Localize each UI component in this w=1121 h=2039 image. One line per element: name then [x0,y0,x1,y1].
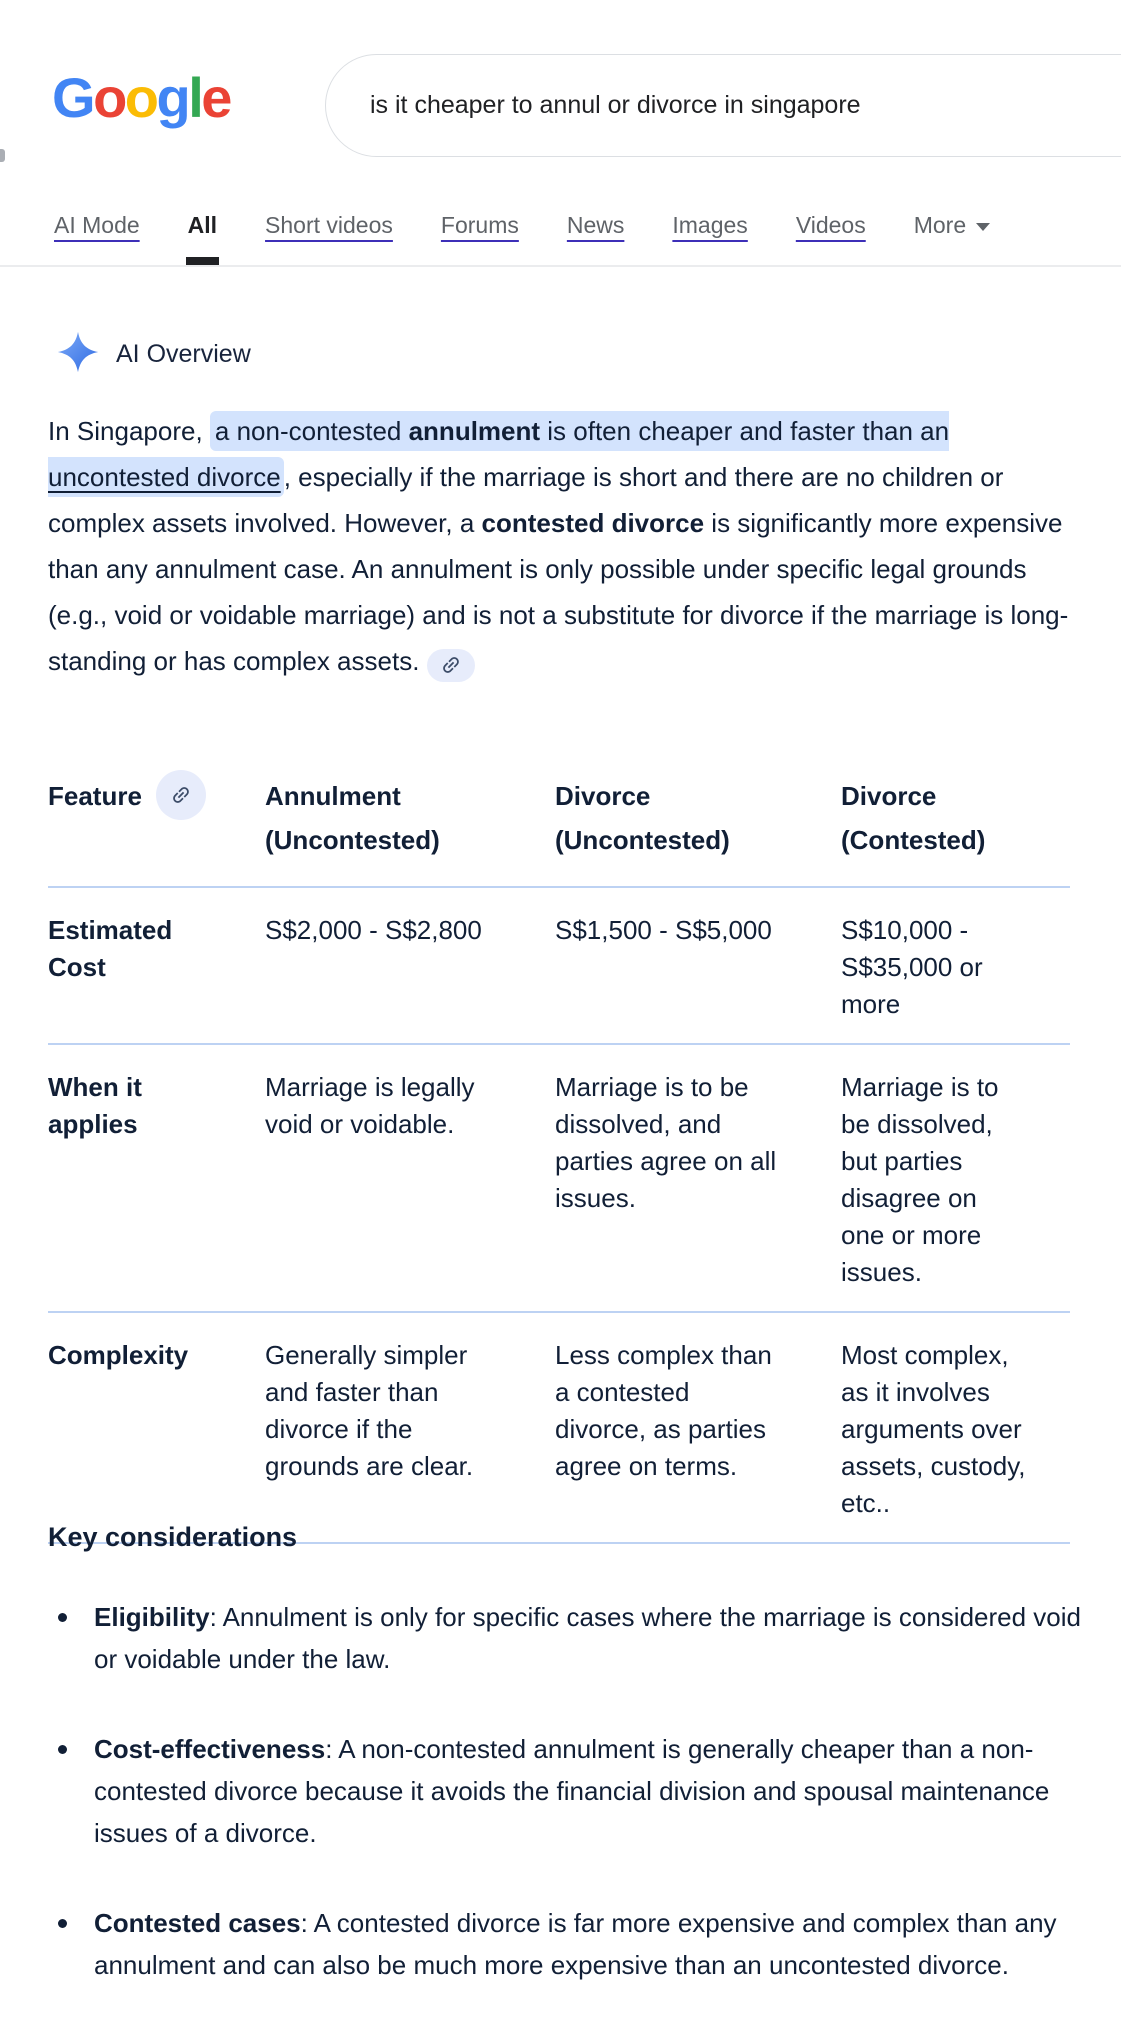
tab-ai-mode[interactable] [54,210,140,240]
bullet-dot [58,1919,67,1928]
bullet-term: Eligibility [94,1602,210,1632]
logo-letter: o [124,66,157,129]
table-cell: Marriage is to be dissolved, but parties disagree on one or more issues. [841,1072,999,1287]
source-link-chip[interactable] [427,649,475,682]
link-icon [436,649,467,680]
left-edge-fragment [0,149,5,162]
ai-sparkle-icon [56,330,100,379]
table-cell: Most complex, as it involves arguments over assets, custody, etc.. [841,1340,1026,1518]
paragraph-text: annulment [409,411,540,451]
tab-more[interactable] [914,210,990,240]
bullet-dot [58,1745,67,1754]
key-considerations-heading: Key considerations [48,1522,298,1552]
chevron-down-icon [976,223,990,231]
table-cell: Marriage is legally void or voidable. [265,1072,475,1139]
table-feature-cell: When it applies [48,1072,142,1139]
table-cell: S$2,000 - S$2,800 [265,915,482,945]
google-logo[interactable] [52,66,230,130]
table-cell: S$10,000 - S$35,000 or more [841,915,983,1019]
key-consideration-item [48,1596,1084,1680]
table-feature-cell: Complexity [48,1340,189,1370]
table-row [48,1313,1070,1544]
tab-label: News [566,212,625,238]
paragraph-text: contested divorce [481,508,705,538]
tab-label: Images [672,212,748,238]
tab-label: Videos [795,212,866,238]
tab-forums[interactable] [441,210,519,240]
key-considerations-list [48,1596,1084,2034]
bullet-term: Cost-effectiveness [94,1734,326,1764]
tab-label: Forums [440,212,519,238]
tab-label: AI Mode [54,212,140,238]
paragraph-text: , especially if the marriage is short and there are no children or complex assets involved. However, a [48,462,1004,538]
bullet-term: Contested cases [94,1908,301,1938]
table-header-cell: Divorce (Uncontested) [555,781,730,855]
bullet-dot [58,1613,67,1622]
tab-videos[interactable] [796,210,866,240]
search-input[interactable]: is it cheaper to annul or divorce in singapore [370,91,861,119]
tab-label: More [913,212,967,238]
tab-all[interactable] [188,210,217,240]
tabs-divider [0,265,1121,267]
table-header-row [48,766,1070,888]
inline-citation-link[interactable]: uncontested divorce [48,457,284,497]
table-cell: Marriage is to be dissolved, and parties agree on all issues. [555,1072,777,1213]
key-consideration-item [48,1902,1084,1986]
table-row [48,1045,1070,1313]
table-cell: Generally simpler and faster than divorce if the grounds are clear. [265,1340,474,1481]
table-cell: Less complex than a contested divorce, as parties agree on terms. [555,1340,772,1481]
logo-letter: e [201,66,230,129]
ai-overview-header [56,330,251,379]
paragraph-text: In Singapore, [48,416,210,446]
logo-letter: G [52,66,94,129]
search-box[interactable] [325,54,1121,157]
table-header-cell: Divorce (Contested) [841,781,986,855]
ai-overview-title: AI Overview [116,340,251,368]
table-header-cell: Annulment (Uncontested) [265,781,440,855]
tab-images[interactable] [672,210,747,240]
tab-short-videos[interactable] [265,210,393,240]
paragraph-text: is often cheaper and faster than an [540,411,949,451]
tab-label: Short videos [265,212,393,238]
bullet-text: : A contested divorce is far more expensive and complex than any annulment and can also be much more expensive than an uncontested divorce. [94,1908,1057,1980]
ai-overview-paragraph [48,408,1084,684]
logo-letter: g [156,66,189,129]
comparison-table [48,766,1070,1544]
table-feature-cell: Estimated Cost [48,915,173,982]
table-source-link-chip[interactable] [156,770,206,820]
paragraph-text: a non-contested [210,411,409,451]
bullet-text: : Annulment is only for specific cases where the marriage is considered void or voidable under the law. [94,1602,1081,1674]
bullet-text: : A non-contested annulment is generally cheaper than a non-contested divorce because it avoids the financial division and spousal maintenance issues of a divorce. [94,1734,1050,1848]
result-tabs [54,210,990,240]
table-cell: S$1,500 - S$5,000 [555,915,772,945]
table-header-cell [48,774,213,862]
table-row [48,888,1070,1045]
table-header-label: Feature [48,781,142,811]
tab-news[interactable] [567,210,625,240]
logo-letter: l [188,66,202,129]
key-consideration-item [48,1728,1084,1854]
link-icon [165,779,196,810]
logo-letter: o [93,66,125,129]
paragraph-text: is significantly more expensive than any annulment case. An annulment is only possible under specific legal grounds (e.g., void or voidable marriage) and is not a substitute for divorce if the marriage is long-standing or has complex assets. [48,508,1069,676]
tab-label: All [187,212,218,238]
